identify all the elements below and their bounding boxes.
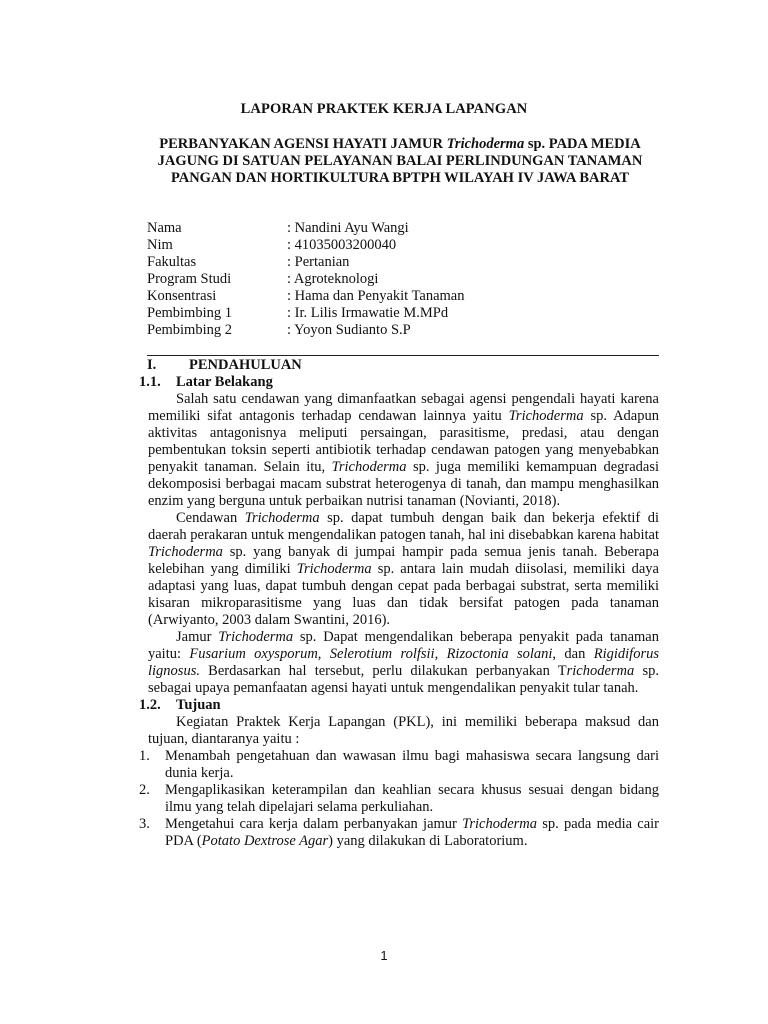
subsection-number: 1.2. (139, 697, 161, 713)
document-title: LAPORAN PRAKTEK KERJA LAPANGAN (240, 101, 528, 117)
info-label: Pembimbing 2 (147, 322, 232, 338)
info-value: : Agroteknologi (287, 271, 379, 287)
text: Mengetahui cara kerja dalam perbanyakan jamur (165, 816, 463, 832)
text: ) yang dilakukan di Laboratorium. (328, 833, 528, 849)
subtitle-pre: PERBANYAKAN AGENSI HAYATI JAMUR (159, 136, 447, 152)
text: sp. Adapun aktivitas antagonisnya meliputi persaingan, parasitisme, predasi, atau dengan pembentukan toksin seperti antibiotik terhadap cendawan patogen yang menyebabkan penyakit tanaman. Selain itu, (148, 408, 659, 475)
italic-term: Trichoderma (244, 510, 320, 526)
text: Berdasarkan hal tersebut, perlu dilakukan perbanyakan T (199, 663, 567, 679)
horizontal-divider (147, 355, 659, 356)
subsection-heading-tujuan (139, 697, 659, 714)
info-label: Nama (147, 220, 182, 236)
paragraph-3 (139, 629, 659, 697)
section-title: PENDAHULUAN (189, 357, 302, 373)
paragraph-4: Kegiatan Praktek Kerja Lapangan (PKL), ini memiliki beberapa maksud dan tujuan, diantaranya yaitu : (148, 714, 659, 747)
paragraph-2 (139, 510, 659, 629)
info-value: : Yoyon Sudianto S.P (287, 322, 411, 338)
italic-term: Fusarium oxysporum, Selerotium rolfsii, Rizoctonia solani (189, 646, 553, 662)
list-number: 2. (139, 782, 150, 798)
student-info (147, 220, 465, 339)
list-number: 1. (139, 748, 150, 764)
info-value: : Ir. Lilis Irmawatie M.MPd (287, 305, 449, 321)
info-row-nama (147, 220, 465, 237)
italic-term: Trichoderma (462, 816, 538, 832)
list-item (139, 816, 659, 850)
document-body (139, 357, 659, 850)
text: sp. sebagai upaya pemanfaatan agensi hayati untuk mengendalikan penyakit tular tanah. (148, 663, 660, 696)
italic-term: Trichoderma (218, 629, 294, 645)
subtitle-post: sp. PADA MEDIA JAGUNG DI SATUAN PELAYANAN BALAI PERLINDUNGAN TANAMAN PANGAN DAN HORTIKULTURA BPTPH WILAYAH IV JAWA BARAT (157, 136, 643, 186)
subsection-title: Latar Belakang (176, 374, 273, 390)
subsection-heading-latar-belakang (139, 374, 659, 391)
text: Jamur (176, 629, 219, 645)
text: sp. antara lain mudah diisolasi, memiliki daya adaptasi yang luas, dapat tumbuh dengan cepat pada berbagai substrat, serta memiliki kisaran mikroparasitisme yang luas dan tidak bersifat patogen pada tanaman (Arwiyanto, 2003 dalam Swantini, 2016). (148, 561, 659, 628)
subsection-title: Tujuan (176, 697, 221, 713)
info-label: Pembimbing 1 (147, 305, 232, 321)
italic-term: richoderma (566, 663, 635, 679)
document-subtitle (140, 136, 660, 187)
list-item (139, 782, 659, 816)
objectives-list (139, 748, 659, 850)
list-text: Mengaplikasikan keterampilan dan keahlian secara khusus sesuai dengan bidang ilmu yang telah dipelajari selama perkuliahan. (165, 782, 659, 815)
text: sp. Dapat mengendalikan beberapa penyakit pada tanaman yaitu: (148, 629, 659, 662)
info-row-program-studi (147, 271, 465, 288)
info-label: Program Studi (147, 271, 232, 287)
list-text: Menambah pengetahuan dan wawasan ilmu bagi mahasiswa secara langsung dari dunia kerja. (165, 748, 659, 781)
italic-term: Trichoderma (296, 561, 372, 577)
info-row-pembimbing-1 (147, 305, 465, 322)
text: sp. juga memiliki kemampuan degradasi dekomposisi berbagai macam substrat heterogenya di tanah, dan mampu menghasilkan enzim yang berguna untuk perbaikan nutrisi tanaman (Novianti, 2018). (148, 459, 659, 509)
info-label: Fakultas (147, 254, 197, 270)
info-row-pembimbing-2 (147, 322, 465, 339)
text: sp. dapat tumbuh dengan baik dan bekerja efektif di daerah perakaran untuk mengendalikan patogen tanah, hal ini disebabkan karena habitat (148, 510, 660, 543)
text: , dan (552, 646, 594, 662)
info-row-konsentrasi (147, 288, 465, 305)
subtitle-italic: Trichoderma (446, 136, 525, 152)
italic-term: Trichoderma (148, 544, 223, 560)
italic-term: Potato Dextrose Agar (201, 833, 329, 849)
text: Salah satu cendawan yang dimanfaatkan sebagai agensi pengendali hayati karena memiliki sifat antagonis terhadap cendawan lainnya yaitu (148, 391, 659, 424)
paragraph-1 (139, 391, 659, 510)
italic-term: Trichoderma (331, 459, 407, 475)
text: Cendawan (176, 510, 245, 526)
page-number: 1 (380, 948, 388, 963)
list-text (165, 816, 659, 850)
text: sp. yang banyak di jumpai hampir pada semua jenis tanah. Beberapa kelebihan yang dimiliki (148, 544, 659, 577)
info-value: : Nandini Ayu Wangi (287, 220, 409, 236)
info-label: Nim (147, 237, 173, 253)
info-value: : 41035003200040 (287, 237, 397, 253)
info-value: : Hama dan Penyakit Tanaman (287, 288, 465, 304)
italic-term: Rigidiforus lignosus. (148, 646, 659, 679)
subsection-number: 1.1. (139, 374, 161, 390)
info-label: Konsentrasi (147, 288, 217, 304)
list-number: 3. (139, 816, 150, 832)
list-item (139, 748, 659, 782)
section-number: I. (147, 357, 157, 373)
text: sp. pada media cair PDA ( (165, 816, 659, 849)
italic-term: Trichoderma (508, 408, 584, 424)
info-row-nim (147, 237, 465, 254)
info-row-fakultas (147, 254, 465, 271)
info-value: : Pertanian (287, 254, 350, 270)
section-heading (139, 357, 659, 374)
